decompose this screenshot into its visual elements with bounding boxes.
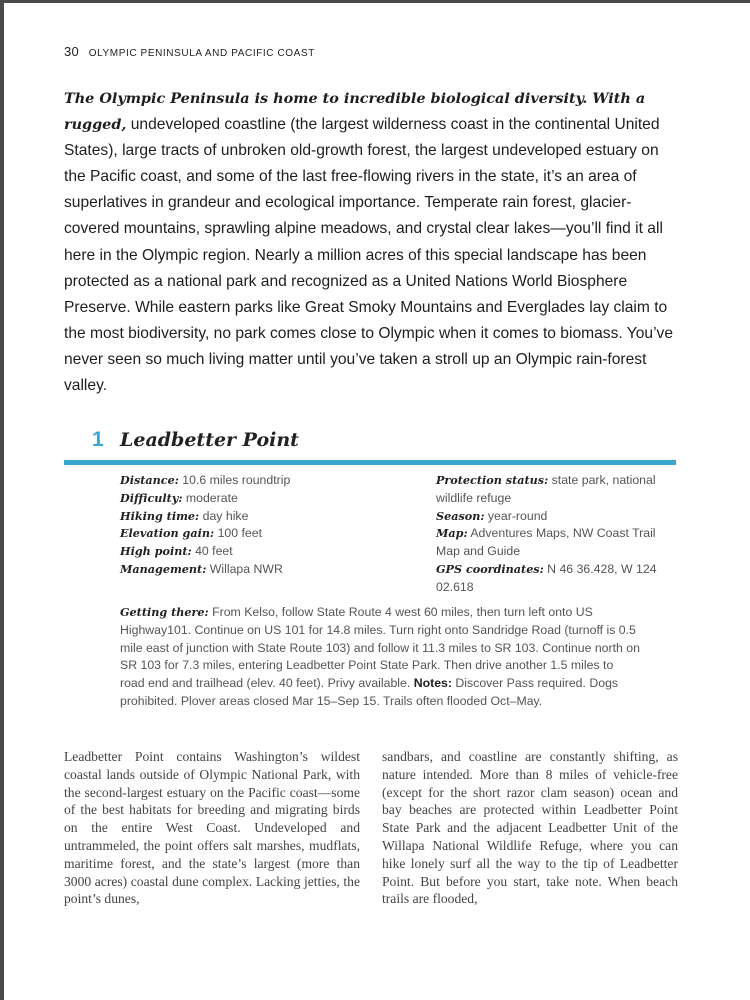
body-column-left: Leadbetter Point contains Washington’s wildest coastal lands outside of Olympic National Park, with the second-largest estuary on the Pacific coast—some of the best habitats for breeding and migrating birds on the entire West Coast. Undeveloped and untrammeled, the point offers salt marshes, mudflats, maritime forest, and the state’s largest (more than 3000 acres) coastal dune complex. Lacking jetties, the point’s dunes, [64, 749, 360, 907]
hike-number: 1 [92, 428, 104, 451]
intro-paragraph [64, 86, 680, 399]
spec-label: Elevation gain: [120, 526, 215, 541]
page-number: 30 [64, 44, 80, 59]
spec-value: 10.6 miles roundtrip [182, 473, 291, 487]
getting-there-text: From Kelso, follow State Route 4 west 60 miles, then turn left onto US Highway101. Continue on US 101 for 14.8 miles. Turn right onto Sandridge Road (turnoff is 0.5 mile east of junction with State Route 103) and follow it 11.3 miles to SR 103. Continue north on SR 103 for 7.3 miles, entering Leadbetter Point State Park. Then drive another 1.5 miles to road end and trailhead (elev. 40 feet). Privy available. [120, 605, 640, 691]
body-column-right: sandbars, and coastline are constantly shifting, as nature intended. More than 8 miles of vehicle-free (except for the short razor clam season) ocean and bay beaches are protected within Leadbetter Point State Park and the adjacent Leadbetter Unit of the Willapa National Wildlife Refuge, where you can hike lonely surf all the way to the tip of Leadbetter Point. But before you start, take note. When beach trails are flooded, [382, 749, 678, 907]
spec-label: High point: [120, 544, 192, 559]
hike-title: Leadbetter Point [120, 429, 299, 451]
spec-distance [120, 472, 420, 490]
spec-high-point [120, 543, 420, 561]
spec-elevation-gain [120, 525, 420, 543]
spec-label: Management: [120, 561, 207, 576]
hike-title-rule [64, 460, 676, 465]
intro-lead: The Olympic Peninsula is home to incredible biological diversity. With a rugged, [64, 90, 646, 134]
section-title: OLYMPIC PENINSULA AND PACIFIC COAST [88, 48, 315, 59]
page-frame-left [0, 0, 4, 1000]
spec-protection-status [436, 472, 676, 508]
spec-value: N 46 36.428, W 124 02.618 [436, 561, 657, 594]
spec-value: year-round [487, 508, 548, 523]
running-head [64, 44, 315, 59]
spec-value: moderate [185, 490, 238, 505]
spec-value: Adventures Maps, NW Coast Trail Map and Guide [436, 526, 656, 559]
getting-there-label: Getting there: [120, 605, 209, 619]
notes-label: Notes: [413, 676, 452, 691]
spec-value: state park, national wildlife refuge [436, 473, 656, 505]
spec-gps-coordinates [436, 561, 676, 597]
hike-specs-right [436, 472, 676, 597]
spec-map [436, 525, 676, 561]
spec-value: 40 feet [195, 544, 233, 559]
spec-value: Willapa NWR [209, 561, 283, 576]
spec-label: Season: [436, 508, 485, 523]
spec-label: Protection status: [436, 473, 549, 487]
intro-text: undeveloped coastline (the largest wilderness coast in the continental United States), large tracts of unbroken old-growth forest, the largest undeveloped estuary on the Pacific coast, and some of the last free-flowing rivers in the state, it’s an area of superlatives in grandeur and ecological importance. Temperate rain forest, glacier-covered mountains, sprawling alpine meadows, and crystal clear lakes—you’ll find it all here in the Olympic region. Nearly a million acres of this special landscape has been protected as a national park and recognized as a United Nations World Biosphere Preserve. While eastern parks like Great Smoky Mountains and Everglades lay claim to the most biodiversity, no park comes close to Olympic when it comes to biomass. You’ve never seen so much living matter until you’ve taken a stroll up an Olympic rain-forest valley. [64, 116, 674, 395]
spec-label: Difficulty: [120, 490, 183, 505]
hike-specs-left [120, 472, 420, 579]
spec-management [120, 561, 420, 579]
spec-value: 100 feet [217, 526, 263, 541]
spec-season [436, 508, 676, 526]
spec-label: Distance: [120, 473, 179, 487]
spec-label: Hiking time: [120, 508, 200, 523]
getting-there [120, 604, 640, 711]
spec-difficulty [120, 490, 420, 508]
spec-value: day hike [202, 508, 249, 523]
notes-text: Discover Pass required. Dogs prohibited. Plover areas closed Mar 15–Sep 15. Trails often flooded Oct–May. [120, 676, 619, 708]
spec-label: GPS coordinates: [436, 561, 544, 576]
spec-hiking-time [120, 508, 420, 526]
spec-label: Map: [436, 526, 468, 541]
page-frame-top [0, 0, 750, 3]
